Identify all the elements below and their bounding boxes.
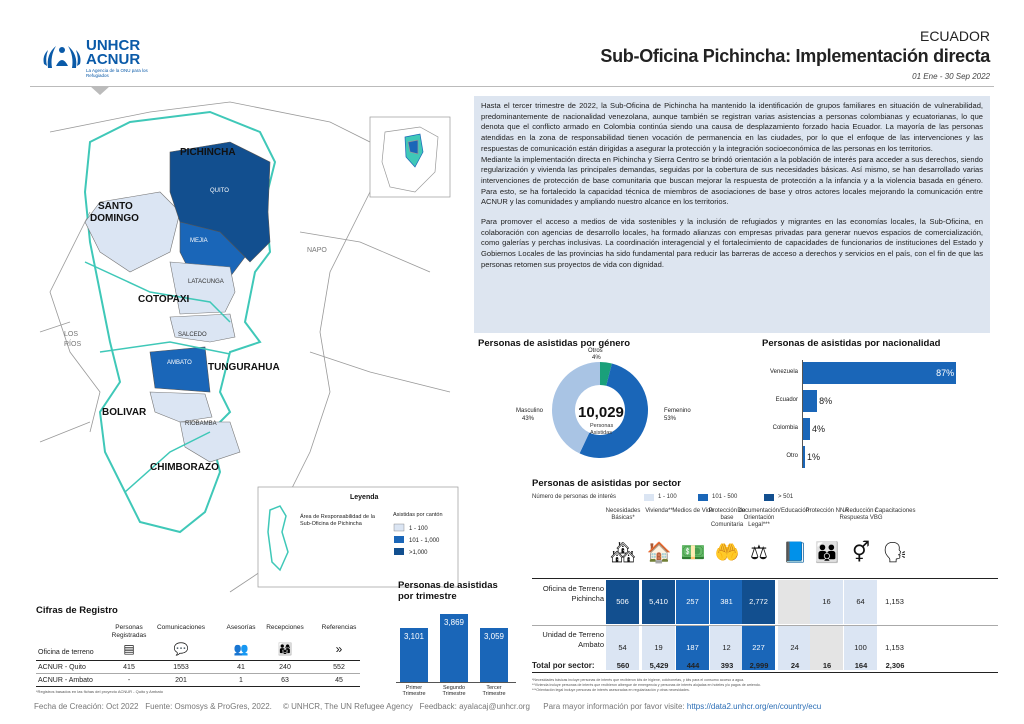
sector-legend-swatch-2: [698, 494, 708, 501]
logo-acnur-text: ACNUR: [86, 51, 141, 68]
chat-icon: 💬: [173, 642, 189, 656]
intro-text-box: [474, 96, 990, 333]
quarterly-label-2: Trimestre: [402, 691, 426, 697]
nationality-value: 87%: [936, 368, 955, 378]
nationality-value: 8%: [819, 396, 833, 406]
nationality-label: Colombia: [772, 425, 798, 431]
sector-mid-rule: [532, 625, 998, 626]
sector-cell: 54: [606, 626, 639, 670]
quarterly-value: 3,101: [403, 631, 425, 641]
registro-cell: -: [127, 677, 131, 684]
gender-chart: [478, 338, 704, 468]
sector-column-header: Protección de base Comunitaria: [708, 508, 746, 528]
legend-range-2: 101 - 1,000: [409, 538, 440, 544]
nationality-value: 4%: [812, 424, 826, 434]
nationality-bar: [803, 418, 810, 440]
sector-note-2: **Vivienda incluye personas de interés que recibieron albergue de emergencia y personas de interés alojadas en hoteles y/o pagos de arriendo.: [532, 683, 761, 687]
training-icon: 🗣: [882, 542, 908, 564]
sector-row-label-2: Unidad de Terreno Ambato: [542, 630, 604, 649]
registro-cell: 201: [175, 677, 187, 684]
quarterly-label-2: Trimestre: [442, 691, 466, 697]
nationality-label: Venezuela: [769, 369, 798, 375]
sector-total-label: Total por sector:: [532, 661, 595, 670]
gender-label-otros: Otros: [588, 348, 603, 354]
footer-link[interactable]: https://data2.unhcr.org/en/country/ecu: [686, 702, 822, 711]
map-label-chimborazo: CHIMBORAZO: [150, 462, 219, 473]
map-panel: [30, 92, 468, 602]
registro-column-header: Asesorías: [226, 624, 256, 631]
legend-title: Leyenda: [350, 494, 379, 501]
education-icon: 📘: [782, 542, 808, 564]
sector-row-label-1: Oficina de Terreno Pichincha: [542, 584, 604, 603]
sector-bottom-rule: [532, 672, 998, 673]
sector-cell: 187: [676, 626, 709, 670]
sector-cell: 19: [642, 626, 675, 670]
map-label-ambato: AMBATO: [167, 360, 192, 366]
registro-cell: 41: [237, 664, 245, 671]
quarterly-value: 3,059: [483, 632, 505, 642]
logo-unhcr-text: UNHCR: [86, 37, 141, 54]
sector-total-cell: 24: [790, 661, 800, 670]
child-protection-icon: 👪: [814, 542, 840, 564]
sector-legend-range-3: > 501: [778, 494, 794, 500]
sector-legend-range-2: 101 - 500: [712, 494, 738, 500]
header-divider: [30, 86, 994, 87]
sector-cell: 100: [844, 626, 877, 670]
map-label-santo: SANTO: [98, 201, 133, 212]
quarterly-label-1: Tercer: [486, 685, 502, 691]
sector-legend-label: Número de personas de interés: [532, 494, 617, 500]
registro-top-rule: [36, 660, 360, 661]
advice-icon: 👥: [233, 642, 249, 656]
sector-total-cell: 164: [854, 661, 868, 670]
map-label-los: LOS: [64, 331, 79, 338]
map-label-rios: RÍOS: [64, 341, 82, 348]
nationality-value: 1%: [807, 452, 821, 462]
quarterly-title-1: Personas de asistidas: [398, 580, 498, 591]
registro-column-header: Personas Registradas: [111, 624, 147, 639]
legend-range-1: 1 - 100: [409, 526, 428, 532]
sector-column-header: Capacitaciones: [874, 508, 916, 514]
page-title: Sub-Oficina Pichincha: Implementación directa: [600, 46, 990, 66]
sector-cell: 227: [742, 626, 775, 670]
quarterly-axis: [396, 682, 516, 683]
nationality-label: Ecuador: [775, 397, 798, 403]
legal-icon: ⚖: [750, 542, 768, 564]
nationality-bar: [803, 390, 817, 412]
footer-feedback: Feedback: ayalacaj@unhcr.org: [419, 702, 530, 711]
sector-cell: 2,772: [742, 580, 775, 624]
sector-notes: [532, 678, 1002, 693]
sector-total-cell: 5,429: [649, 661, 669, 670]
region-map: [30, 92, 468, 602]
registro-cell: 552: [333, 664, 345, 671]
quarterly-title-2: por trimestre: [398, 591, 457, 602]
gender-pct-femenino: 53%: [664, 416, 677, 422]
unhcr-emblem-icon: [42, 40, 82, 76]
sector-cell: 506: [606, 580, 639, 624]
nationality-bar: [803, 362, 956, 384]
map-label-bolivar: BOLIVAR: [102, 407, 147, 418]
sector-cell: 1,153: [885, 597, 904, 606]
legend-area-label: Área de Responsabilidad de la Sub-Oficina de Pichincha: [300, 514, 375, 527]
registro-cell: 45: [335, 677, 343, 684]
sector-note-3: ***Orientación legal incluye personas de interés asesoradas en regularización y otras necesidades.: [532, 688, 690, 692]
nationality-chart: [738, 338, 994, 468]
sector-legend-swatch-1: [644, 494, 654, 501]
map-label-napo: NAPO: [307, 247, 327, 254]
gender-total-label-2: Asistidas: [590, 430, 613, 436]
map-label-cotopaxi: COTOPAXI: [138, 294, 190, 305]
nationality-label: Otro: [786, 453, 798, 459]
footer-copyright: © UNHCR, The UN Refugee Agency: [283, 702, 413, 711]
sector-column-header: Educación: [780, 508, 810, 514]
registro-cell: 415: [123, 664, 135, 671]
intro-paragraph-1: Hasta el tercer trimestre de 2022, la Sub-Oficina de Pichincha ha mantenido la identificación de grupos familiares en situación de vulnerabilidad, predominantemente de nacionalidad venezolana, aunque también se registran varias asistencias a personas colombianas y ecuatorianas, lo que denota que el conflicto armado en Colombia continúa siendo una causa de desplazamiento forzado hacia Ecuador. La mayoría de las personas atendidas en la zona de responsabilidad tienen vocación de permanencia en las ciudades, por lo que el enfoque de las intervenciones y las respuestas de comunicación están dirigidas a asegurar la protección y la integración socioeconómica de las personas en los territorios.: [481, 101, 983, 153]
legend-range-3: >1,000: [409, 550, 428, 556]
map-label-domingo: DOMINGO: [90, 213, 139, 224]
registro-title: Cifras de Registro: [36, 605, 118, 616]
registro-column-header: Comunicaciones: [156, 624, 206, 631]
sector-column-header: Medios de Vida: [672, 508, 714, 514]
sector-cell: [778, 580, 811, 624]
legend-assist-title: Asistidas por cantón: [393, 512, 443, 518]
footer-source: Fuente: Osmosys & ProGres, 2022.: [145, 702, 272, 711]
community-icon: 🤲: [714, 542, 740, 564]
quarterly-label-1: Segundo: [442, 685, 466, 691]
referral-icon: »: [335, 642, 343, 656]
registro-cell: 63: [281, 677, 289, 684]
sector-column-header: Reducción / Respuesta VBG: [839, 508, 883, 521]
period-label: 01 Ene - 30 Sep 2022: [912, 72, 990, 81]
intro-paragraph-2: Mediante la implementación directa en Pichincha y Sierra Centro se brindó orientación a la población de interés para acceder a sus derechos, siendo regularización y vivienda las principales demandas, seguidas por la cobertura de sus necesidades básicas. Así mismo, se han desarrollado varias intervenciones de protección de base comunitaria que buscan mejorar la respuesta de protección a la infancia y a la violencia basada en género. Para esto, se ha fortalecido la capacidad técnica de miembros de asociaciones de base y otros actores locales mejorando la comunicación entre ACNUR y las comunidades y ampliando nuestro alcance en los territorios.: [481, 154, 983, 207]
logo-subtitle: La Agencia de la ONU para los Refugiados: [86, 68, 148, 78]
sector-cell: 64: [844, 580, 877, 624]
map-legend: [258, 487, 458, 587]
footer-created: Fecha de Creación: Oct 2022: [34, 702, 139, 711]
map-label-pichincha: PICHINCHA: [180, 147, 236, 158]
registro-column-header: Recepciones: [266, 624, 304, 631]
quarterly-chart: [396, 578, 516, 698]
sector-title: Personas de asistidas por sector: [532, 478, 681, 489]
map-label-tungurahua: TUNGURAHUA: [208, 362, 280, 373]
footer: [34, 702, 1000, 711]
gender-chart-title: Personas de asistidas por género: [478, 338, 631, 349]
gender-label-femenino: Femenino: [664, 408, 691, 414]
map-label-salcedo: SALCEDO: [178, 332, 207, 338]
sector-top-rule: [532, 578, 998, 579]
sector-cell: 5,410: [642, 580, 675, 624]
registro-row-label-1: ACNUR - Quito: [38, 664, 86, 671]
sector-cell: 381: [710, 580, 743, 624]
registro-mid-rule: [36, 673, 360, 674]
livelihood-icon: 💵: [680, 542, 706, 564]
map-label-mejia: MEJIA: [190, 238, 208, 244]
map-label-riobamba: RIOBAMBA: [185, 421, 217, 427]
id-card-icon: ▤: [123, 642, 135, 656]
registro-column-header: Referencias: [321, 624, 357, 631]
sector-column-header: Vivienda**: [645, 508, 673, 514]
unhcr-logo: [42, 38, 162, 86]
sector-legend-range-1: 1 - 100: [658, 494, 677, 500]
sector-total-cell: 2,999: [749, 661, 769, 670]
registro-row-label-2: ACNUR - Ambato: [38, 677, 93, 684]
sector-cell: 24: [778, 626, 811, 670]
quarterly-value: 3,869: [443, 618, 465, 628]
intro-paragraph-3: Para promover el acceso a medios de vida sostenibles y la inclusión de refugiados y migrantes en las economías locales, la Sub-Oficina, en colaboración con agencias de desarrollo locales, ha formado alianzas con empresas privadas para generar nuevos espacios de comercialización, como galerías y perchas inclusivas. La coordinación interagencial y el fortalecimiento de capacidades de funcionarios de instituciones del Estado y Gobiernos Locales de las provincias ha sido fundamental para reducir las barreras de acceso a derechos y servicios en el país, con el fin de que las personas retomen sus proyectos de vida con dignidad.: [481, 217, 983, 269]
gender-total: 10,029: [578, 404, 624, 421]
quarterly-label-1: Primer: [405, 685, 423, 691]
sector-cell: 16: [810, 580, 843, 624]
sector-section: [532, 478, 1002, 673]
housing-icon: 🏠: [646, 542, 672, 564]
gender-total-label-1: Personas: [590, 423, 614, 429]
sector-note-1: *Necesidades básicas incluye personas de interés que recibieron kits de higiene, colchonetas, y kits para el consumo acceso a agua.: [532, 678, 745, 682]
gender-label-masculino: Masculino: [516, 408, 544, 414]
basic-needs-icon: 🏘: [610, 542, 636, 564]
registro-bottom-rule: [36, 686, 360, 687]
gender-pct-masculino: 43%: [522, 416, 535, 422]
map-label-quito: QUITO: [210, 188, 229, 194]
sector-cell: 12: [710, 626, 743, 670]
map-label-latacunga: LATACUNGA: [188, 279, 224, 285]
sector-total-cell: 560: [616, 661, 630, 670]
gender-pct-otros: 4%: [592, 355, 601, 361]
sector-total-cell: 393: [720, 661, 734, 670]
sector-total-cell: 2,306: [885, 661, 905, 670]
gender-icon: ⚥: [851, 542, 871, 564]
registro-section: [30, 602, 370, 698]
country-label: ECUADOR: [919, 28, 990, 44]
sector-legend-swatch-3: [764, 494, 774, 501]
quarterly-label-2: Trimestre: [482, 691, 506, 697]
footer-more-info: Para mayor información por favor visite:: [543, 702, 685, 711]
registro-cell: 240: [279, 664, 291, 671]
sector-column-header: Protección NNA: [805, 508, 849, 514]
sector-cell: 1,153: [885, 643, 904, 652]
registro-note: *Registros basados en las fichas del proyecto ACNUR - Quito y Ambato: [36, 689, 163, 694]
nationality-chart-title: Personas de asistidas por nacionalidad: [762, 338, 941, 349]
group-icon: 👨‍👩‍👧: [277, 642, 293, 656]
nationality-bar: [803, 446, 805, 468]
sector-total-cell: 444: [686, 661, 700, 670]
registro-cell: 1553: [173, 664, 189, 671]
registro-office-header: Oficina de terreno: [38, 649, 94, 656]
sector-total-cell: 16: [822, 661, 832, 670]
sector-column-header: Documentación/ Orientación Legal***: [737, 508, 781, 528]
sector-column-header: Necesidades Básicas*: [605, 508, 641, 521]
sector-cell: 257: [676, 580, 709, 624]
registro-cell: 1: [239, 677, 243, 684]
